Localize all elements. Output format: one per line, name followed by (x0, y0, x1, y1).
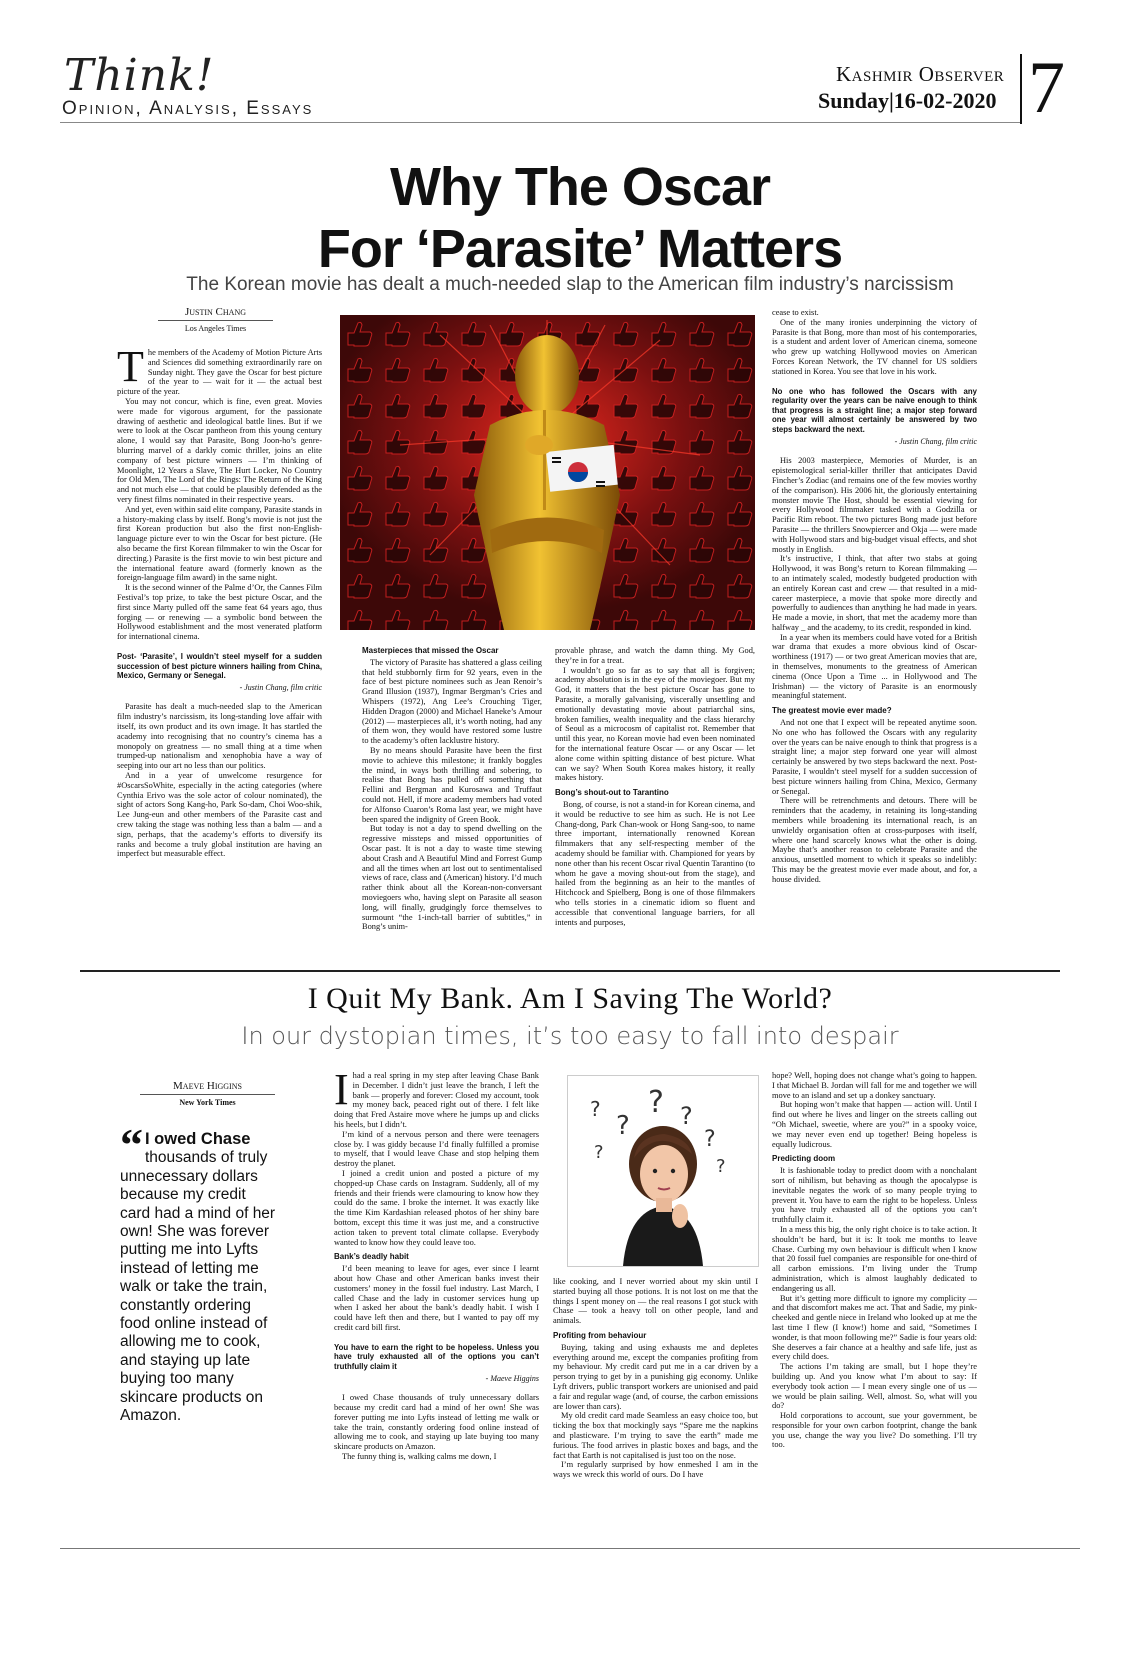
article2-headline: I Quit My Bank. Am I Saving The World? (307, 982, 833, 1015)
oscar-illustration-svg (340, 315, 755, 630)
article1-column-3 (555, 646, 755, 962)
paragraph: In a mess this big, the only right choice is to take action. It shouldn’t be hard, but it is: It took me months to leave Chase. Curbing my own behaviour is difficult when I know that 20 fossil fuel companies are responsible for one-third of all carbon emissions. I’m living under the Trump administration, which is almost laughably dedicated to endangering us all. (772, 1224, 977, 1293)
paragraph: Buying, taking and using exhausts me and depletes everything around me, except the companies profiting from my behaviour. My credit card put me in a car driven by a person trying to get by in a punishing gig economy. Unlike Lyft drivers, public transport workers are unionised and paid a fair and regular wage (and, of course, the carbon emissions are lower than cars). (553, 1342, 758, 1411)
issue-date: Sunday|16-02-2020 (818, 88, 997, 113)
subhead: Profiting from behaviour (553, 1330, 647, 1340)
masthead-divider (1020, 54, 1022, 124)
paragraph: It is the second winner of the Palme d’Or, the Cannes Film Festival’s top prize, to take the best picture Oscar, and the first since Marty pulled off the same feat 64 years ago, thus forging — or renewing — a symbolic bond between the Hollywood establishment and the most venerated platform for international cinema. (117, 583, 322, 642)
article1-headline (200, 156, 960, 280)
paragraph: But it’s getting more difficult to ignore my complicity — and that discomfort makes me act. That and Sadie, my pink-cheeked and gentle niece in Ireland who looked up at me the last time I flew (I know!) home and said, “Sometimes I wonder, is that moon following me?” Sadie is four years old: She deserves a fair chance at a healthy and safe life, just as every child does. (772, 1293, 977, 1362)
paragraph: I owed Chase thousands of truly unnecessary dollars because my credit card had a mind of her own! She was forever putting me into Lyfts instead of letting me walk or take the train, constantly ordering food online instead of allowing me to cook, and staying up late buying too many skincare products on Amazon. (334, 1393, 539, 1452)
feature-pull-quote (120, 1119, 280, 1426)
svg-text:?: ? (616, 1111, 630, 1141)
section-title: Think! (64, 50, 215, 101)
newspaper-name: Kashmir Observer (836, 62, 1005, 86)
paragraph: I’d been meaning to leave for ages, ever since I learnt about how Chase and other American banks invest their customers’ money in the fossil fuel industry. Last March, I called Chase and the lady in customer services hung up when I asked her about the bank’s deadly habit. I wish I could have left then and there, but I wanted to pay off my credit card bill first. (334, 1264, 539, 1332)
paragraph: like cooking, and I never worried about my skin until I started buying all those potions. It is not lost on me that the things I spent money on — the real reasons I got stuck with Chase — took a heavy toll on other people, land and animals. (553, 1277, 758, 1326)
headline-line-1: Why The Oscar (389, 157, 771, 217)
paragraph: It is fashionable today to predict doom with a nonchalant sort of nihilism, but behaving as though the apocalypse is inevitable negates the work of so many people trying to prevent it. You have to earn the right to be hopeless. Unless you have truly exhausted all of the options you can’t truthfully claim it. (772, 1166, 977, 1225)
section-divider (80, 970, 1060, 972)
article1-dek: The Korean movie has dealt a much-needed slap to the American film industry’s narcissism (186, 274, 954, 295)
paragraph: One of the many ironies underpinning the victory of Parasite is that Bong, more than most of his contemporaries, is a student and ardent lover of American cinema, someone who grew up watching Hollywood movies on American Forces Korean Network, the TV channel for US soldiers stationed in Korea. You see that love in his work. (772, 317, 977, 376)
woman-thinking-photo (567, 1075, 759, 1267)
paragraph: And in a year of unwelcome resurgence for #OscarsSoWhite, especially in the acting categories (where Cynthia Erivo was the sole actor of colour nominated), the sight of actors Song Kang-ho, Park So-dam, Choi Woo-shik, Lee Jung-eun and other members of the Parasite cast and crew taking the stage was nothing less than a balm — and a sign, perhaps, that the academy’s efforts to diversify its ranks and become a truly global institution are having an imperfect but measurable effect. (117, 771, 322, 859)
footer-rule (60, 1548, 1080, 1549)
subhead: Predicting doom (772, 1154, 836, 1164)
subhead: Masterpieces that missed the Oscar (362, 646, 499, 655)
paragraph: And not one that I expect will be repeated anytime soon. No one who has followed the Oscars with any regularity over the years can be naive enough to think that progress is a straight line; a major step forward one year will almost certainly be answered by two steps backward the next. Post-Parasite, I wouldn’t steel myself for a sudden succession of best picture winners hailing from China, Mexico, Germany or Senegal. (772, 718, 977, 796)
article2-column-2 (334, 1071, 539, 1541)
author-org: Los Angeles Times (184, 324, 247, 333)
oscar-statue-illustration (340, 315, 755, 630)
paragraph: provable phrase, and watch the damn thing. My God, they’re in for a treat. (555, 646, 755, 665)
drop-cap: T (117, 348, 144, 391)
quote-lead: I owed Chase (145, 1130, 251, 1148)
subhead: Bong’s shout-out to Tarantino (555, 788, 669, 798)
quote-text: thousands of truly unnecessary dollars because my credit card had a mind of her own! She was forever putting me into Lyfts instead of letting me walk or take the train, constantly ordering food online instead of allowing me to cook, and staying up late buying too many skincare products on Amazon. (120, 1149, 276, 1425)
pull-quote-attribution: - Justin Chang, film critic (894, 436, 977, 446)
paragraph: Parasite has dealt a much-needed slap to the American film industry’s narcissism, its long-standing love affair with itself, its own product and its own image. It has startled the academy into recognising that no country’s cinema has a monopoly on greatness — no small thing at a time when trumped-up nationalism and xenophobia have a way of seeping into our art no less than our politics. (117, 702, 322, 771)
paragraph: There will be retrenchments and detours. There will be reminders that the academy, in retaining its long-standing members while broadening its international reach, is an unwieldy organisation often at cross-purposes with itself, where one hand scarcely knows what the other is doing. Maybe that’s another reason to celebrate Parasite and the anxious, unsettled moment to which it speaks so indelibly: This may be the greatest movie ever made about, and for, a house divided. (772, 796, 977, 884)
section-subtitle: Opinion, Analysis, Essays (62, 98, 314, 119)
author-name: Justin Chang (158, 306, 273, 321)
paragraph: I joined a credit union and posted a picture of my chopped-up Chase cards on Instagram. Suddenly, all of my friends and their friends were clamouring to know how they could do the same. I broke the internet. It was exactly like the time Kim Kardashian released photos of her shiny bare bottom, except this time it was just me, and a constructive action taken to prevent total climate collapse. Everybody wanted to know how they could leave too. (334, 1168, 539, 1247)
pull-quote: You have to earn the right to be hopeless. Unless you have truly exhausted all of the options you can’t truthfully claim it (334, 1342, 539, 1371)
svg-text:?: ? (594, 1142, 604, 1163)
paragraph: I’m regularly surprised by how enmeshed I am in the ways we wreck this world of ours. Do I have (553, 1460, 758, 1480)
paragraph: Hold corporations to account, sue your government, be responsible for your own carbon footprint, change the bank you use, change the way you live? Do something. I’ll try too. (772, 1411, 977, 1450)
paragraph: But hoping won’t make that happen — action will. Until I find out where he lives and linger on the streets calling out “Oh Michael, sweetie, where are you?” in a spooky voice, we may never even end up together! Being hopeless is equally ludicrous. (772, 1100, 977, 1149)
pull-quote-attribution: - Maeve Higgins (485, 1373, 539, 1383)
article1-byline (158, 306, 273, 333)
pull-quote: No one who has followed the Oscars with any regularity over the years can be naive enough to think that progress is a straight line; a major step forward one year will almost certainly be answered by two steps backward the next. (772, 386, 977, 434)
paragraph: His 2003 masterpiece, Memories of Murder, is an epistemological serial-killer thriller that anticipates David Fincher’s Zodiac (and remains one of the few movies worthy of the comparison). His 2006 hit, the gloriously entertaining monster movie The Host, should be essential viewing for every Hollywood filmmaker tasked with a Godzilla or Pacific Rim reboot. The two pictures Bong made just before Parasite — the thrillers Snowpiercer and Okja — were made with Hollywood stars and big-budget visual effects, and shot mostly in English. (772, 456, 977, 554)
paragraph: hope? Well, hoping does not change what’s going to happen. I that Michael B. Jordan will fall for me and together we will move to an island and set up a donkey sanctuary. (772, 1071, 977, 1100)
headline-line-2: For ‘Parasite’ Matters (317, 219, 843, 279)
article1-column-4 (772, 308, 977, 962)
paragraph: By no means should Parasite have been the first movie to achieve this milestone; it frankly boggles the mind, in ways both thrilling and sobering, to realise that Bong has pulled off something that Fellini and Bergman and Kurosawa and Truffaut could not. Hell, if more academy members had voted for Alfonso Cuaron’s Roma last year, we might have been spared the indignity of Green Book. (362, 745, 542, 824)
header-rule (60, 122, 1020, 123)
svg-text:?: ? (704, 1127, 716, 1152)
pull-quote-attribution: - Justin Chang, film critic (239, 682, 322, 692)
paragraph: And yet, even within said elite company, Parasite stands in a history-making class by itself. Bong’s movie is not just the first Korean production but also the first non-English-language picture ever to win the Oscar for best picture. (He also became the first Korean filmmaker to win the Oscar for directing.) Parasite is the first movie to win best picture and the international feature award (formerly known as the foreign-language film award) in the same night. (117, 504, 322, 583)
paragraph: cease to exist. (772, 308, 819, 317)
paragraph: Bong, of course, is not a stand-in for Korean cinema, and it would be reductive to see him as such. He is not Lee Chang-dong, Park Chan-wook or Hong Sang-soo, to name three important, internationally renowned Korean filmmakers that any self-respecting member of the academy should be familiar with. Championed for years by none other than his recent Oscar rival Quentin Tarantino (to whom he gave a moving shout-out from the stage), and hailed from the beginning as an heir to the mantles of Hitchcock and Spielberg, Bong is one of those filmmakers who tells stories in a cinematic idiom so fluent and accessible that conventional language barriers, for all intents and purposes, (555, 799, 755, 927)
paragraph: The members of the Academy of Motion Picture Arts and Sciences did something extraordinarily rare on Sunday night. They gave the Oscar for best picture of the year to — wait for it — the actual best picture of the year. (117, 348, 322, 397)
article2-dek: In our dystopian times, it’s too easy to fall into despair (241, 1022, 899, 1050)
question-marks-illustration (568, 1076, 758, 1266)
paragraph: The victory of Parasite has shattered a glass ceiling that held stubbornly firm for 92 years, even in the face of best picture nominees such as Jean Renoir’s Grand Illusion (1937), Ingmar Bergman’s Cries and Whispers (1972), Ang Lee’s Crouching Tiger, Hidden Dragon (2000) and Michael Haneke’s Amour (2012) — masterpieces all, it’s worth noting, had any of them won, they would have restored some lustre to the academy’s often lacklustre history. (362, 657, 542, 746)
quote-mark-icon: “ (120, 1119, 143, 1170)
paragraph: I wouldn’t go so far as to say that all is forgiven; academy absolution is in the eye of the moviegoer. But my God, it matters that the best picture Oscar has gone to Parasite, a morally galvanising, viscerally unsettling and emotionally devastating movie about patriarchal sins, broken families, wealth inequality and the class hierarchy of Seoul as a microcosm of capitalist rot. Remember that until this year, no Korean movie had even been nominated for the international feature Oscar — or any Oscar — let alone come within spitting distance of best picture. What can we say? When South Korea makes history, it really makes history. (555, 665, 755, 783)
paragraph: It’s instructive, I think, that after two stabs at going Hollywood, it was Bong’s return to Korean filmmaking — to an intimately scaled, modestly budgeted production with an entirely Korean cast and crew — that resulted in a mid-career masterpiece, a movie that spoke more directly and powerfully to audiences than anything he had made in years. He made a movie, in short, that met the academy more than halfway _ and the academy, to its credit, responded in kind. (772, 554, 977, 632)
paragraph: The funny thing is, walking calms me down, I (342, 1452, 497, 1462)
paragraph: I’m kind of a nervous person and there were teenagers close by. I was giddy because I’d finally fulfilled a promise to myself, that I would leave Chase and stop helping them destroy the planet. (334, 1129, 539, 1169)
paragraph: You may not concur, which is fine, even great. Movies were made for vigorous argument, for the passionate drawing of aesthetic and ideological battle lines. But if we were to look at the Oscar pantheon from this young century alone, I would say that Parasite, Bong Joon-ho’s genre-blurring marvel of a darkly comic thriller, joins an elite company of best picture winners — I’m thinking of Moonlight, 12 Years a Slave, The Hurt Locker, No Country for Old Men, The Lord of the Rings: The Return of the King and not much else — that could be plausibly defended as the very finest films nominated in their respective years. (117, 396, 322, 504)
article1-column-1 (117, 348, 322, 948)
paragraph: In a year when its members could have voted for a British war drama that exudes a more obvious kind of Oscar-worthiness (1917) — or two great American movies that are, in themselves, monuments to the greatness of American cinema (Once Upon a Time ... in Hollywood and The Irishman) — the victory of Parasite is an enormously meaningful statement. (772, 632, 977, 701)
subhead: The greatest movie ever made? (772, 706, 892, 716)
paragraph: Ihad a real spring in my step after leaving Chase Bank in December. I didn’t just leave the branch, I left the bank — properly and forever: Closed my account, took my money back, peaced right out of there. I felt like doing that Fred Astaire move where he jumps up and clicks his heels, but I didn’t. (334, 1071, 539, 1129)
svg-text:?: ? (716, 1156, 726, 1177)
paragraph: But today is not a day to spend dwelling on the regressive missteps and missed opportunities of Oscar past. It is not a day to waste time stewing about Crash and A Beautiful Mind and Forrest Gump and all the times when art lost out to sentimentalised views of race, class and (American) history. I’d much rather think about all the Korean-non-conversant moviegoers who, having slept on Parasite all season long, will finally, grudgingly force themselves to surmount “the 1-inch-tall barrier of subtitles,” in Bong’s unim- (362, 824, 542, 932)
drop-cap: I (334, 1071, 349, 1114)
svg-text:?: ? (648, 1085, 664, 1120)
svg-text:?: ? (680, 1102, 693, 1130)
article2-column-3 (553, 1277, 758, 1541)
pull-quote: Post- ‘Parasite’, I wouldn’t steel myself for a sudden succession of best picture winners hailing from China, Mexico, Germany or Senegal. (117, 651, 322, 681)
article2-column-4 (772, 1071, 977, 1541)
page-number: 7 (1028, 47, 1065, 129)
author-org: New York Times (179, 1098, 236, 1107)
article1-column-2 (362, 646, 542, 962)
svg-text:?: ? (590, 1097, 601, 1121)
paragraph: My old credit card made Seamless an easy choice too, but ticking the box that mockingly says “Spare me the napkins and plasticware. I’m trying to save the earth” made me furious. The food arrives in plastic boxes and bags, and the fact that Earth is not capitalised is just too on the nose. (553, 1411, 758, 1460)
article2-byline (140, 1080, 275, 1107)
subhead: Bank’s deadly habit (334, 1252, 409, 1262)
paragraph: The actions I’m taking are small, but I hope they’re building up. And you know what I’m about to say: If everybody took action — I mean every single one of us — we would be plain sailing. Well, almost. So, what will you do? (772, 1362, 977, 1411)
author-name: Maeve Higgins (140, 1080, 275, 1095)
